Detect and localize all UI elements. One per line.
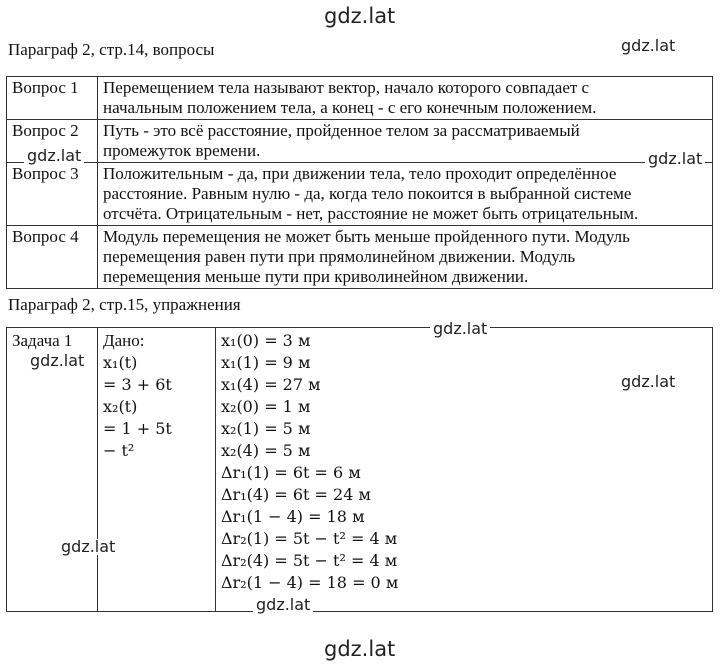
answer-line: начальным положением тела, а конец - с его конечным положением. <box>103 98 597 117</box>
solution-line: x₂(0) = 1 м <box>221 397 311 416</box>
section2-heading: Параграф 2, стр.15, упражнения <box>8 295 241 314</box>
given-line: x₁(t) <box>103 353 138 372</box>
answer-line: перемещения меньше пути при криволинейном движении. <box>103 267 529 286</box>
table-row <box>7 120 713 163</box>
answer-line: Положительным - да, при движении тела, тело проходит определённое <box>103 164 617 183</box>
watermark-top: gdz.lat <box>321 6 398 27</box>
solution-line: Δr₁(1) = 6t = 6 м <box>221 463 361 482</box>
question-answer <box>98 226 713 289</box>
answer-line: Путь - это всё расстояние, пройденное телом за рассматриваемый <box>103 121 580 140</box>
solution-line: Δr₁(4) = 6t = 24 м <box>221 485 371 504</box>
given-line: = 1 + 5t <box>103 419 172 438</box>
solution-line: Δr₂(1) = 5t − t² = 4 м <box>221 529 398 548</box>
answer-line: перемещения равен пути при прямолинейном движении. Модуль <box>103 247 576 266</box>
watermark-task-bottom: gdz.lat <box>253 597 313 613</box>
watermark-top-right: gdz.lat <box>618 38 678 54</box>
question-label: Вопрос 1 <box>7 77 98 120</box>
answer-line: отсчёта. Отрицательным - нет, расстояние не может быть отрицательным. <box>103 204 639 223</box>
task-table <box>6 327 713 612</box>
question-answer <box>98 163 713 226</box>
table-row <box>7 226 713 289</box>
table-row <box>7 328 713 612</box>
answer-line: Перемещением тела называют вектор, начало которого совпадает с <box>103 78 590 97</box>
solution-line: x₂(1) = 5 м <box>221 419 311 438</box>
solution-line: Δr₂(4) = 5t − t² = 4 м <box>221 551 398 570</box>
solution-line: Δr₂(1 − 4) = 18 = 0 м <box>221 573 399 592</box>
task-solution <box>216 328 713 612</box>
given-line: − t² <box>103 441 135 460</box>
question-label: Вопрос 2 <box>7 120 98 163</box>
watermark-bottom: gdz.lat <box>321 639 398 660</box>
answer-line: промежуток времени. <box>103 141 261 160</box>
watermark-left-1: gdz.lat <box>24 148 84 164</box>
question-answer <box>98 77 713 120</box>
watermark-task-bottom-left: gdz.lat <box>58 539 118 555</box>
solution-line: x₁(1) = 9 м <box>221 353 311 372</box>
table-row <box>7 163 713 226</box>
question-answer <box>98 120 713 163</box>
watermark-table-top: gdz.lat <box>430 321 490 337</box>
answer-line: расстояние. Равным нулю - да, когда тело покоится в выбранной системе <box>103 184 632 203</box>
watermark-right-1: gdz.lat <box>645 151 705 167</box>
questions-table <box>6 76 713 289</box>
solution-line: x₂(4) = 5 м <box>221 441 311 460</box>
answer-line: Модуль перемещения не может быть меньше пройденного пути. Модуль <box>103 227 630 246</box>
given-line: = 3 + 6t <box>103 375 172 394</box>
watermark-task-right: gdz.lat <box>618 374 678 390</box>
watermark-task-left: gdz.lat <box>27 353 87 369</box>
solution-line: Δr₁(1 − 4) = 18 м <box>221 507 365 526</box>
solution-line: x₁(4) = 27 м <box>221 375 321 394</box>
given-line: x₂(t) <box>103 397 138 416</box>
table-row <box>7 77 713 120</box>
given-title: Дано: <box>103 331 145 350</box>
question-label: Вопрос 4 <box>7 226 98 289</box>
question-label: Вопрос 3 <box>7 163 98 226</box>
solution-line: x₁(0) = 3 м <box>221 331 311 350</box>
task-label: Задача 1 <box>7 328 98 612</box>
section1-heading: Параграф 2, стр.14, вопросы <box>8 40 215 59</box>
task-given <box>98 328 216 612</box>
